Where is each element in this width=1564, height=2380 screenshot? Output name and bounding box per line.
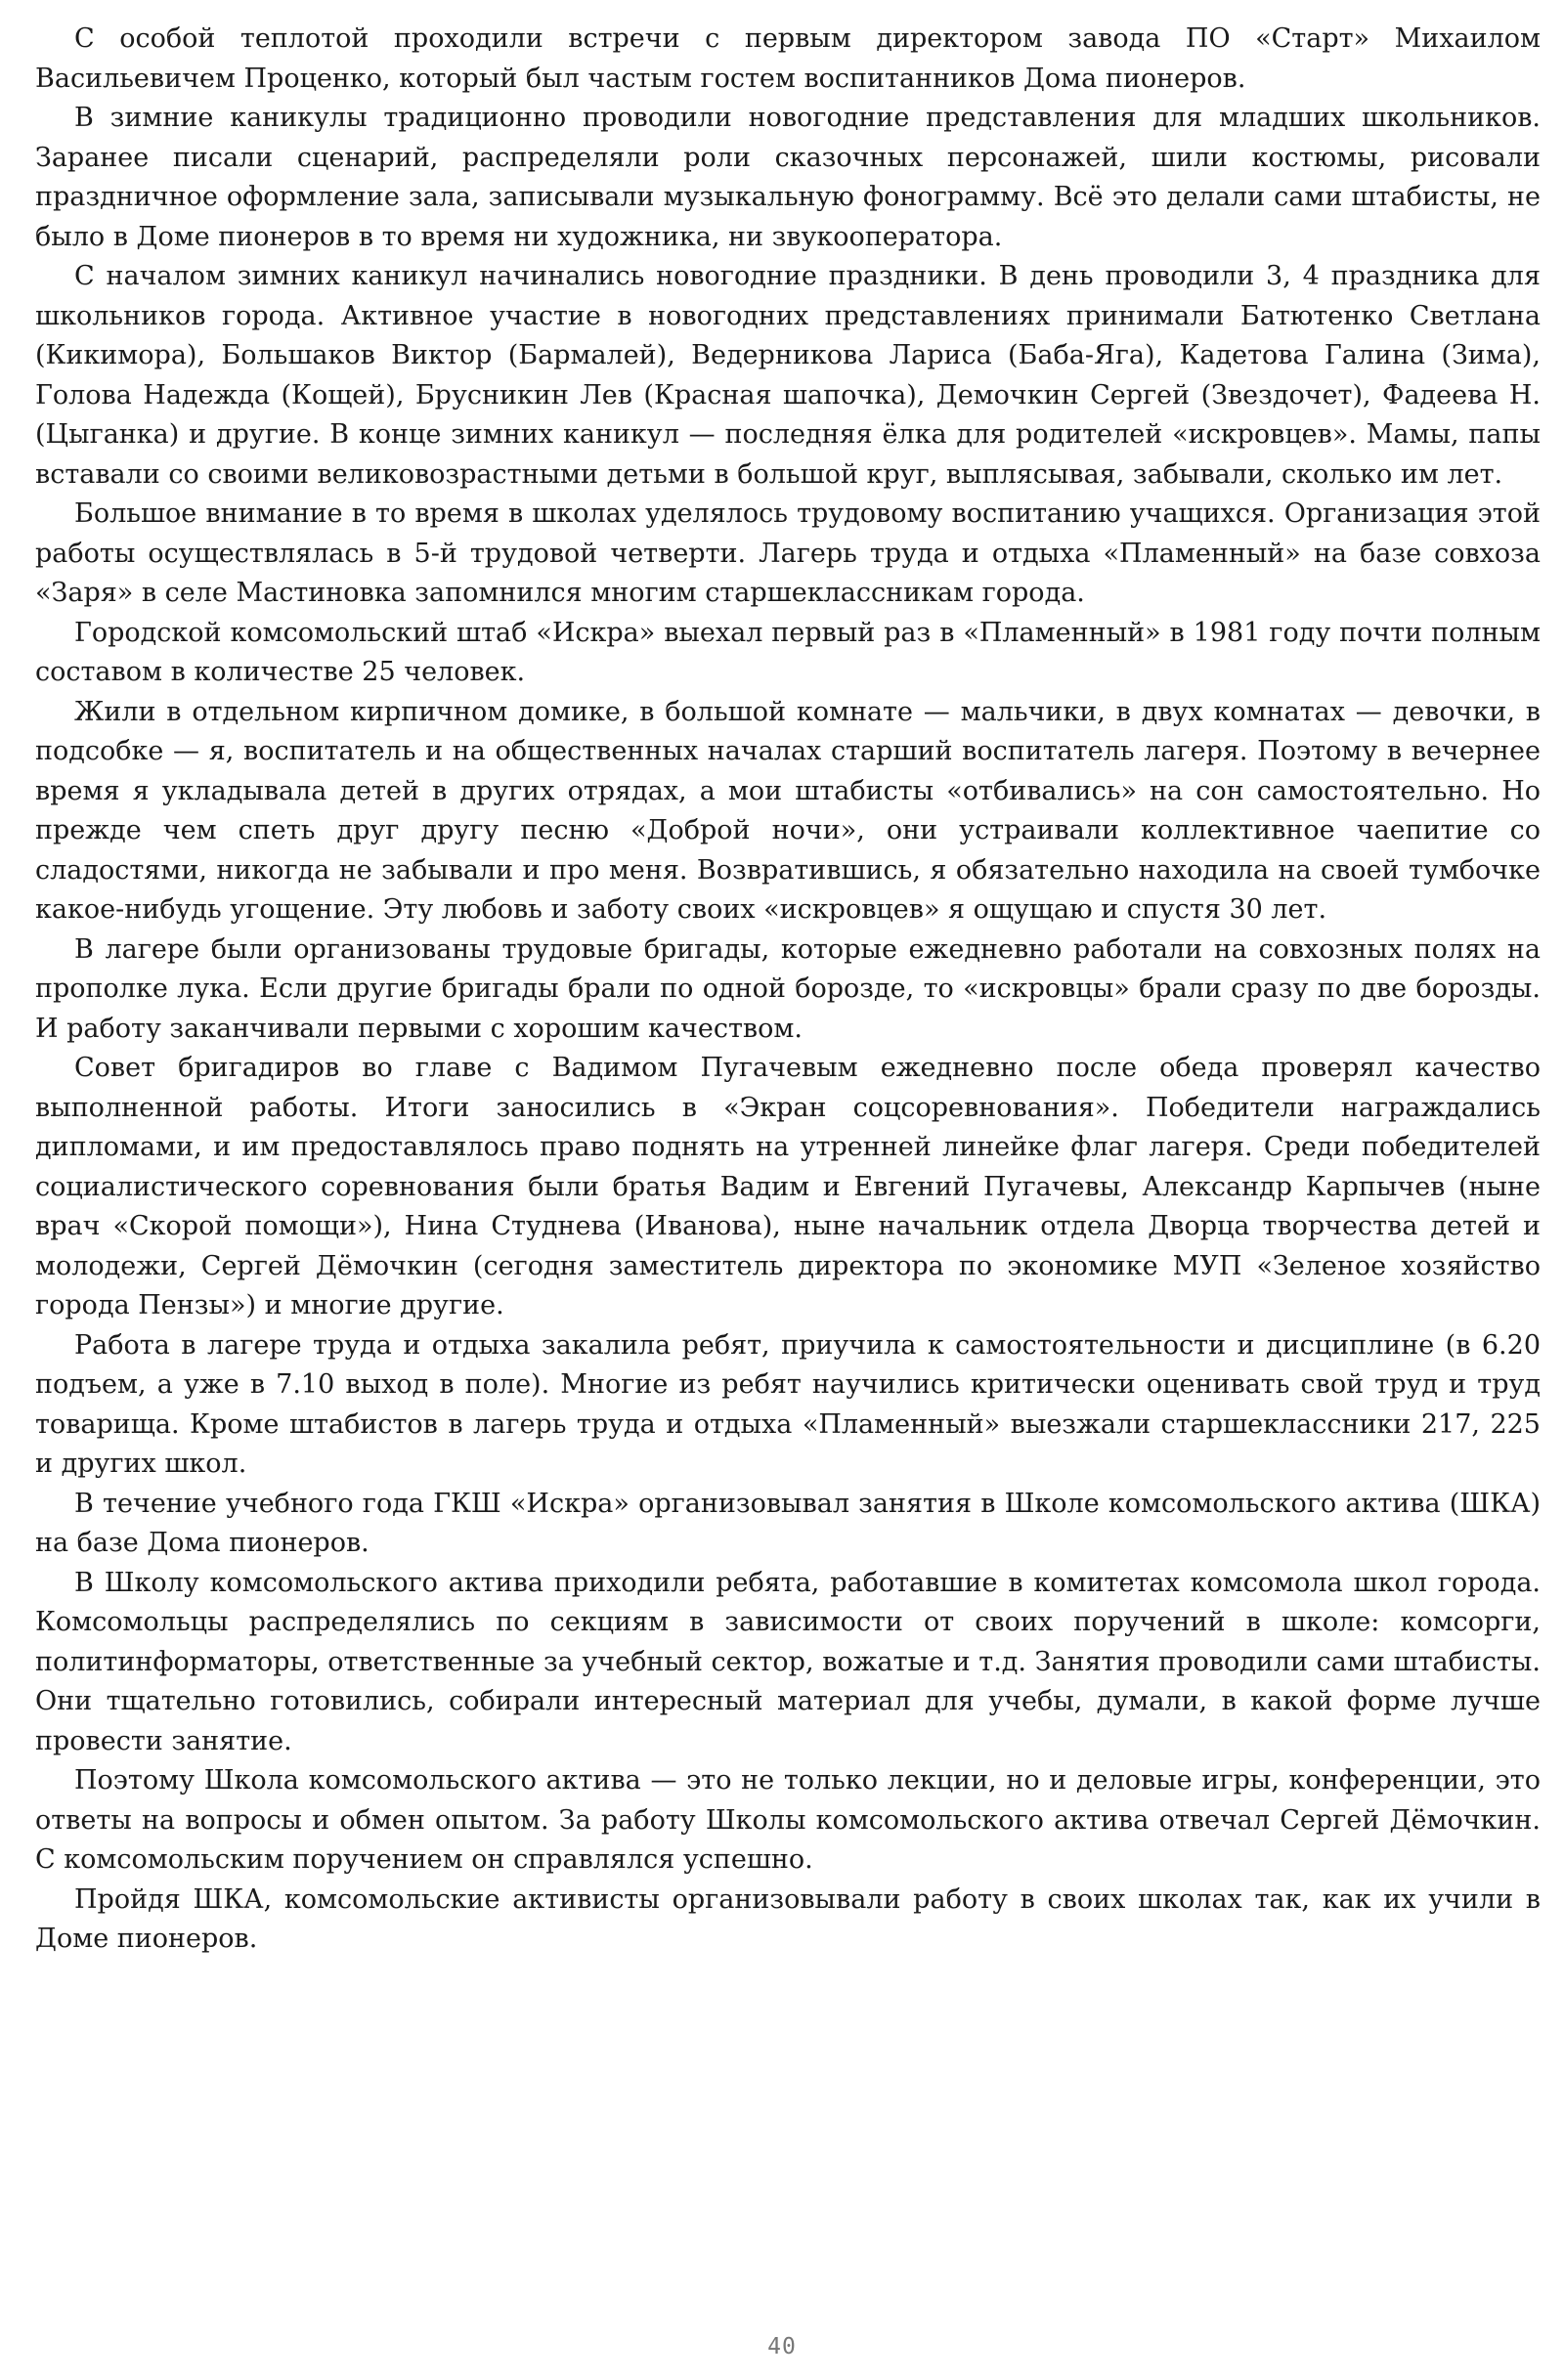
paragraph: Жили в отдельном кирпичном домике, в большой комнате — мальчики, в двух комнатах — девочки, в подсобке — я, воспитатель и на общественных началах старший воспитатель лагеря. Поэтому в вечернее время я укладывала детей в других отрядах, а мои штабисты «отбивались» на сон самостоятельно. Но прежде чем спеть друг другу песню «Доброй ночи», они устраивали коллективное чаепитие со сладостями, никогда не забывали и про меня. Возвратившись, я обязательно находила на своей тумбочке какое-нибудь угощение. Эту любовь и заботу своих «искровцев» я ощущаю и спустя 30 лет.	[35, 696, 1541, 925]
paragraph: Совет бригадиров во главе с Вадимом Пугачевым ежедневно после обеда проверял качество выполненной работы. Итоги заносились в «Экран соцсоревнования». Победители награждались дипломами, и им предоставлялось право поднять на утренней линейке флаг лагеря. Среди победителей социалистического соревнования были братья Вадим и Евгений Пугачевы, Александр Карпычев (ныне врач «Скорой помощи»), Нина Студнева (Иванова), ныне начальник отдела Дворца творчества детей и молодежи, Сергей Дёмочкин (сегодня заместитель директора по экономике МУП «Зеленое хозяйство города Пензы») и многие другие.	[35, 1053, 1541, 1320]
paragraph: В зимние каникулы традиционно проводили новогодние представления для младших школьников. Заранее писали сценарий, распределяли роли сказочных персонажей, шили костюмы, рисовали праздничное оформление зала, записывали музыкальную фонограмму. Всё это делали сами штабисты, не было в Доме пионеров в то время ни художника, ни звукооператора.	[35, 103, 1541, 252]
paragraph: В течение учебного года ГКШ «Искра» организовывал занятия в Школе комсомольского актива (ШКА) на базе Дома пионеров.	[35, 1488, 1541, 1558]
paragraph: Пройдя ШКА, комсомольские активисты организовывали работу в своих школах так, как их учили в Доме пионеров.	[35, 1883, 1541, 1954]
paragraph: Городской комсомольский штаб «Искра» выехал первый раз в «Пламенный» в 1981 году почти полным составом в количестве 25 человек.	[35, 617, 1541, 687]
paragraph: В Школу комсомольского актива приходили ребята, работавшие в комитетах комсомола школ города. Комсомольцы распределялись по секциям в зависимости от своих поручений в школе: комсорги, политинформаторы, ответственные за учебный сектор, вожатые и т.д. Занятия проводили сами штабисты. Они тщательно готовились, собирали интересный материал для учебы, думали, в какой форме лучше провести занятие.	[35, 1567, 1541, 1756]
paragraph: Поэтому Школа комсомольского актива — это не только лекции, но и деловые игры, конференции, это ответы на вопросы и обмен опытом. За работу Школы комсомольского актива отвечал Сергей Дёмочкин. С комсомольским поручением он справлялся успешно.	[35, 1765, 1541, 1875]
paragraph: В лагере были организованы трудовые бригады, которые ежедневно работали на совхозных полях на прополке лука. Если другие бригады брали по одной борозде, то «искровцы» брали сразу по две борозды. И работу заканчивали первыми с хорошим качеством.	[35, 933, 1541, 1044]
paragraph: Большое внимание в то время в школах уделялось трудовому воспитанию учащихся. Организация этой работы осуществлялась в 5-й трудовой четверти. Лагерь труда и отдыха «Пламенный» на базе совхоза «Заря» в селе Мастиновка запомнился многим старшеклассникам города.	[35, 498, 1541, 608]
paragraph: Работа в лагере труда и отдыха закалила ребят, приучила к самостоятельности и дисциплине (в 6.20 подъем, а уже в 7.10 выход в поле). Многие из ребят научились критически оценивать свой труд и труд товарища. Кроме штабистов в лагерь труда и отдыха «Пламенный» выезжали старшеклассники 217, 225 и других школ.	[35, 1329, 1541, 1479]
page-number: 40	[767, 2334, 797, 2359]
paragraph: С началом зимних каникул начинались новогодние праздники. В день проводили 3, 4 праздника для школьников города. Активное участие в новогодних представлениях принимали Батютенко Светлана (Кикимора), Большаков Виктор (Бармалей), Ведерникова Лариса (Баба-Яга), Кадетова Галина (Зима), Голова Надежда (Кощей), Брусникин Лев (Красная шапочка), Демочкин Сергей (Звездочет), Фадеева Н. (Цыганка) и другие. В конце зимних каникул — последняя ёлка для родителей «искровцев». Мамы, папы вставали со своими великовозрастными детьми в большой круг, выплясывая, забывали, сколько им лет.	[35, 261, 1541, 490]
page-text	[35, 20, 1541, 1960]
paragraph: С особой теплотой проходили встречи с первым директором завода ПО «Старт» Михаилом Васильевичем Проценко, который был частым гостем воспитанников Дома пионеров.	[35, 23, 1541, 94]
